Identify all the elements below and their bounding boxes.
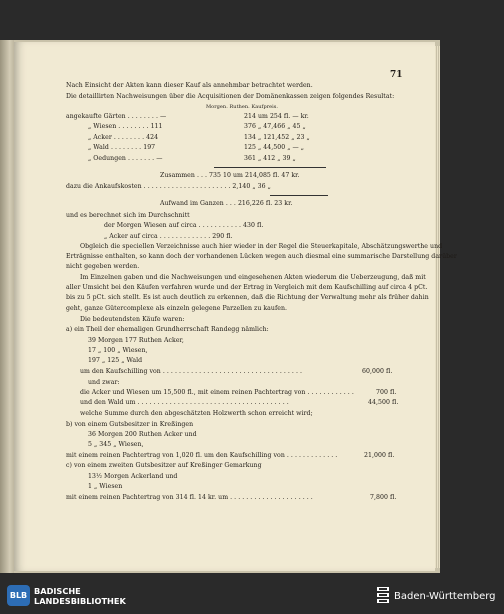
text-line: um den Kaufschilling von . . . . . . . . . . . . . . . . . . . . . . . . . . . . . . . . . . .: [80, 368, 303, 375]
text-line: geht, ganze Gütercomplexe als einzeln gelegene Parzellen zu kaufen.: [66, 305, 288, 312]
total-row: Aufwand im Ganzen . . . 216,226 fl. 23 kr.: [160, 200, 293, 207]
text-line: 197 „ 125 „ Wald: [88, 357, 143, 364]
list-item: a) ein Theil der ehemaligen Grundherrschaft Randegg nämlich:: [66, 326, 269, 333]
text-line: bis zu 5 pCt. sich stellt. Es ist auch deutlich zu erkennen, daß die Richtung der Verwaltung mehr als früher dahin: [66, 294, 429, 301]
page-edge: [435, 46, 440, 568]
text-line: mit einem reinen Pachtertrag von 1,020 fl. um den Kaufschilling von . . . . . . . . . . . . .: [66, 452, 338, 459]
text-line: 1 „ Wiesen: [88, 483, 123, 490]
sum-rule: [270, 195, 328, 196]
text-line: Obgleich die speciellen Verzeichnisse auch hier wieder in der Regel die Steuerkapitale, Abschätzungswerthe und: [80, 243, 443, 250]
page-number: 71: [390, 70, 403, 80]
text-line: Die bedeutendsten Käufe waren:: [80, 316, 185, 323]
table-row-label: „ Acker . . . . . . . . 424: [88, 134, 159, 141]
text-line: und es berechnet sich im Durchschnitt: [66, 212, 190, 219]
text-line: Im Einzelnen gaben und die Nachweisungen und eingesehenen Akten wiederum die Ueberzeugung, daß mit: [80, 274, 426, 281]
table-row-label: „ Oedungen . . . . . . . —: [88, 155, 163, 162]
text-line: 17 „ 100 „ Wiesen,: [88, 347, 148, 354]
list-item: b) von einem Gutsbesitzer in Kreßingen: [66, 421, 194, 428]
table-row-label: angekaufte Gärten . . . . . . . . —: [66, 113, 167, 120]
costs-row: dazu die Ankaufskosten . . . . . . . . . . . . . . . . . . . . . . 2,140 „ 36 „: [66, 183, 271, 190]
text-line: Erträgnisse enthalten, so kann doch der vorhandenen Lücken wegen auch diesmal eine summarische Darstellung darüber: [66, 253, 457, 260]
blb-line2: LANDESBIBLIOTHEK: [34, 595, 126, 606]
blb-logo-icon[interactable]: BLB: [7, 585, 30, 606]
table-column-headers: Morgen. Ruthen. Kaufpreis.: [206, 104, 279, 110]
table-row-value: 376 „ 47,466 „ 45 „: [244, 123, 306, 130]
blb-wordmark[interactable]: [34, 587, 126, 606]
text-line: Nach Einsicht der Akten kann dieser Kauf als annehmbar betrachtet werden.: [66, 82, 313, 89]
table-row-value: 125 „ 44,500 „ — „: [244, 144, 304, 151]
text-line: der Morgen Wiesen auf circa . . . . . . . . . . . 430 fl.: [104, 222, 264, 229]
table-row-label: „ Wald . . . . . . . . 197: [88, 144, 156, 151]
bw-wordmark[interactable]: Baden-Württemberg: [394, 591, 496, 602]
text-line: welche Summe durch den abgeschätzten Holzwerth schon erreicht wird;: [80, 410, 313, 417]
text-line: 5 „ 345 „ Wiesen,: [88, 441, 144, 448]
text-line: 13½ Morgen Ackerland und: [88, 473, 178, 480]
text-line: 36 Morgen 200 Ruthen Acker und: [88, 431, 197, 438]
list-item: c) von einem zweiten Gutsbesitzer auf Kreßinger Gemarkung: [66, 462, 262, 469]
amount: 60,000 fl.: [362, 368, 393, 375]
table-row-label: „ Wiesen . . . . . . . . 111: [88, 123, 163, 130]
text-line: 39 Morgen 177 Ruthen Acker,: [88, 337, 184, 344]
text-line: aller Umsicht bei den Käufen verfahren wurde und der Ertrag in Vergleich mit dem Kaufschilling auf circa 4 pCt.: [66, 284, 428, 291]
table-row-value: 134 „ 121,452 „ 23 „: [244, 134, 310, 141]
text-line: „ Acker auf circa . . . . . . . . . . . . . 290 fl.: [104, 233, 233, 240]
text-line: nicht gegeben werden.: [66, 263, 140, 270]
bw-crest-icon: [376, 586, 390, 606]
text-line: Die detaillirten Nachweisungen über die Acquisitionen der Domänenkassen zeigen folgendes Resultat:: [66, 93, 395, 100]
amount: 700 fl.: [376, 389, 397, 396]
sum-row: Zusammen . . . 735 10 um 214,085 fl. 47 kr.: [160, 172, 300, 179]
amount: 21,000 fl.: [364, 452, 395, 459]
text-line: die Acker und Wiesen um 15,500 fl., mit einem reinen Pachtertrag von . . . . . . . . . . . .: [80, 389, 354, 396]
table-row-value: 361 „ 412 „ 39 „: [244, 155, 296, 162]
amount: 44,500 fl.: [368, 399, 399, 406]
amount: 7,800 fl.: [370, 494, 397, 501]
text-line: und den Wald um . . . . . . . . . . . . . . . . . . . . . . . . . . . . . . . . . . . . . .: [80, 399, 289, 406]
blb-line1: BADISCHE: [34, 586, 81, 596]
text-line: und zwar:: [88, 379, 120, 386]
book-spine: [0, 40, 14, 573]
table-row-value: 214 um 254 fl. — kr.: [244, 113, 309, 120]
text-line: mit einem reinen Pachtertrag von 314 fl. 14 kr. um . . . . . . . . . . . . . . . . . . . . .: [66, 494, 313, 501]
sum-rule: [214, 167, 326, 168]
